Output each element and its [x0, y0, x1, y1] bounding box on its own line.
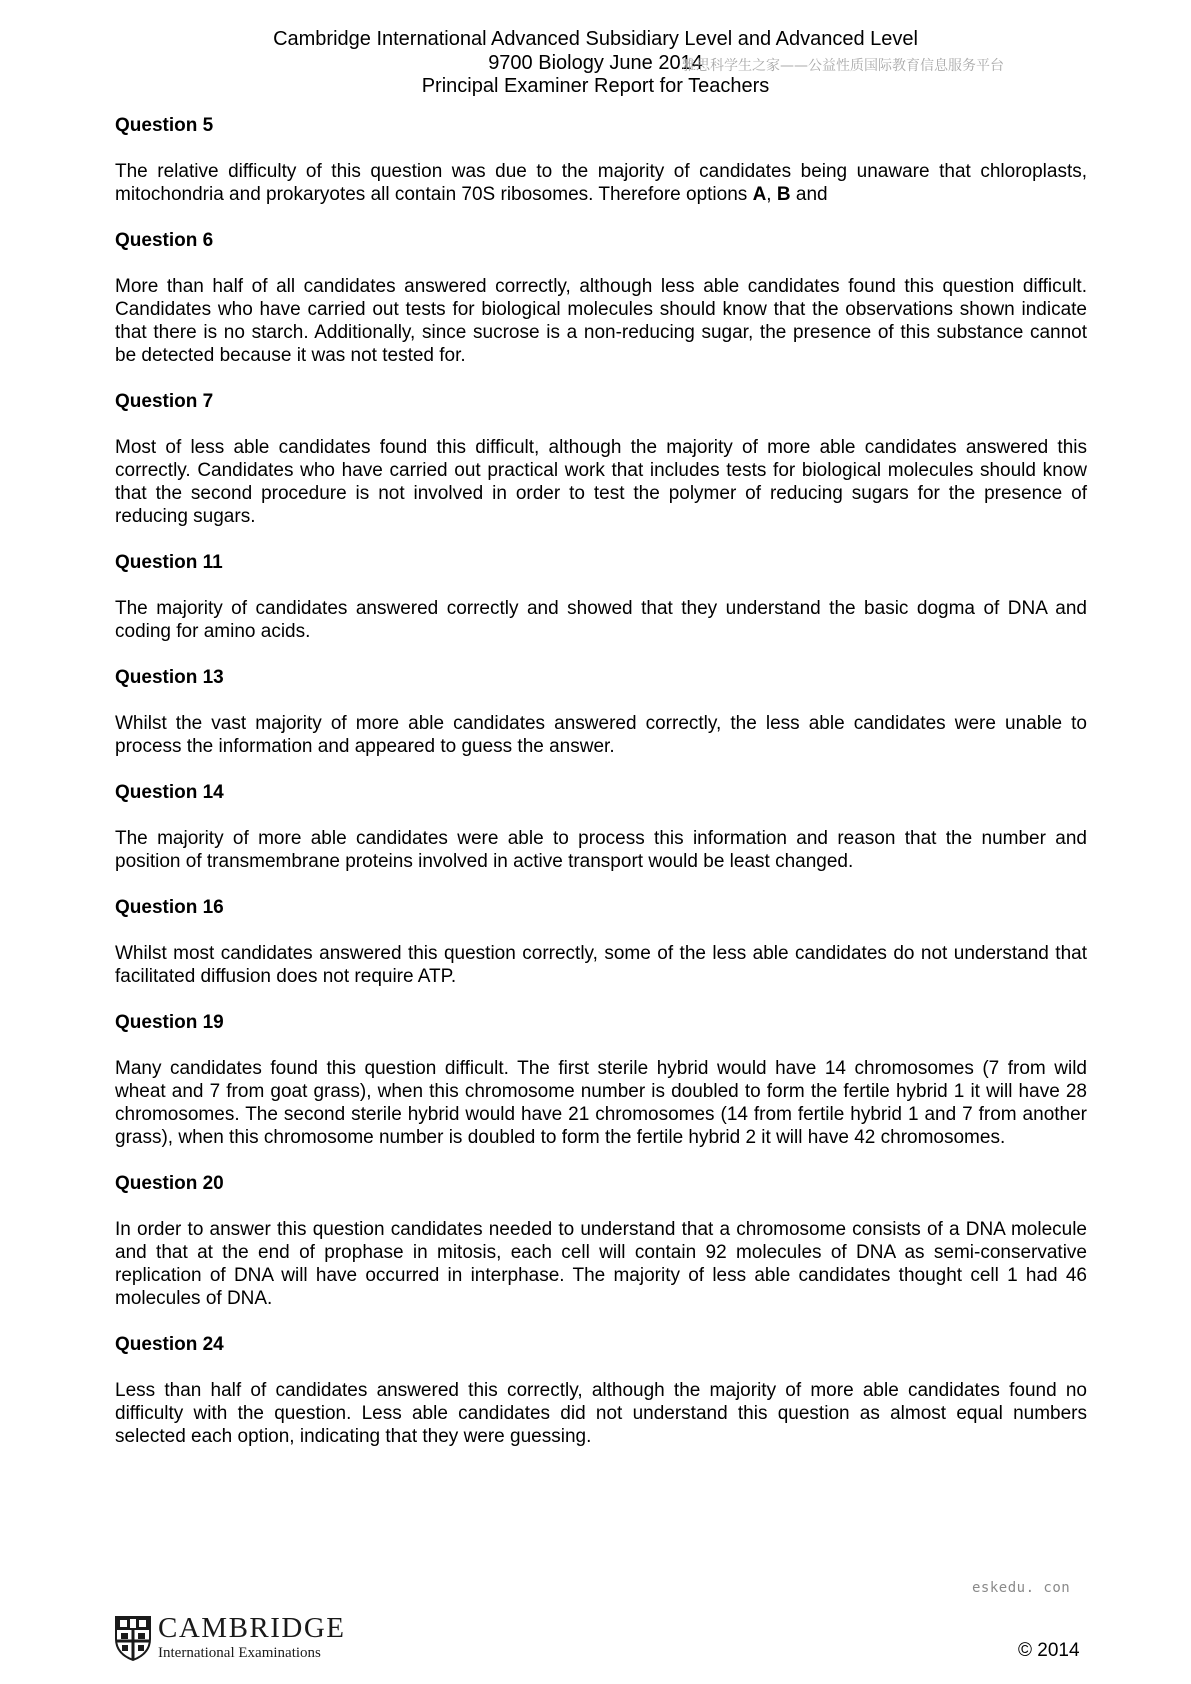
question-comment-tail: and [790, 184, 828, 205]
logo-wordmark: CAMBRIDGE [158, 1612, 346, 1644]
question-comment-text: The relative difficulty of this question was due to the majority of candidates being unaware that chloroplasts, mitochondria and prokaryotes all contain 70S ribosomes. Therefore options [115, 161, 1087, 205]
report-content [115, 114, 1087, 1471]
question-heading: Question 13 [115, 667, 224, 688]
question-heading: Question 24 [115, 1334, 224, 1355]
cambridge-logo [114, 1614, 346, 1661]
question-section [115, 666, 1087, 758]
question-section [115, 1172, 1087, 1310]
copyright-notice: © 2014 [1018, 1640, 1080, 1661]
header-subject: 9700 Biology June 2014 [488, 51, 703, 74]
question-comment: More than half of all candidates answered correctly, although less able candidates found this question difficult. Candidates who have carried out tests for biological molecules should know that the observations shown indicate that there is no starch. Additionally, since sucrose is a non-reducing sugar, the presence of this substance cannot be detected because it was not tested for. [115, 276, 1087, 366]
question-section [115, 781, 1087, 873]
header-qualification: Cambridge International Advanced Subsidiary Level and Advanced Level [273, 28, 918, 50]
option-a-label: A [752, 184, 767, 205]
question-heading: Question 7 [115, 391, 214, 412]
option-b-label: B [776, 184, 791, 205]
separator-text: , [766, 184, 777, 205]
question-section [115, 229, 1087, 367]
question-section [115, 114, 1087, 206]
page-header [0, 28, 1191, 99]
question-section [115, 1333, 1087, 1448]
question-comment: In order to answer this question candidates needed to understand that a chromosome consists of a DNA molecule and that at the end of prophase in mitosis, each cell will contain 92 molecules of DNA as semi-conservative replication of DNA will have occurred in interphase. The majority of less able candidates thought cell 1 had 46 molecules of DNA. [115, 1219, 1087, 1309]
question-comment: The majority of candidates answered correctly and showed that they understand the basic dogma of DNA and coding for amino acids. [115, 598, 1087, 642]
question-comment: Whilst most candidates answered this question correctly, some of the less able candidates do not understand that facilitated diffusion does not require ATP. [115, 943, 1087, 987]
question-heading: Question 6 [115, 230, 214, 251]
question-heading: Question 5 [115, 115, 214, 136]
watermark-text: 雅思科学生之家——公益性质国际教育信息服务平台 [682, 58, 1004, 74]
header-report-title: Principal Examiner Report for Teachers [421, 75, 770, 97]
question-section [115, 896, 1087, 988]
question-comment: Most of less able candidates found this difficult, although the majority of more able candidates answered this correctly. Candidates who have carried out practical work that includes tests for biological molecules should know that the second procedure is not involved in order to test the polymer of reducing sugars for the presence of reducing sugars. [115, 437, 1087, 527]
question-comment: Many candidates found this question difficult. The first sterile hybrid would have 14 chromosomes (7 from wild wheat and 7 from goat grass), when this chromosome number is doubled to form the fertile hybrid 1 it will have 28 chromosomes. The second sterile hybrid would have 21 chromosomes (14 from fertile hybrid 1 and 7 from another grass), when this chromosome number is doubled to form the fertile hybrid 2 it will have 42 chromosomes. [115, 1058, 1087, 1148]
question-comment: Less than half of candidates answered this correctly, although the majority of more able candidates found no difficulty with the question. Less able candidates did not understand this question as almost equal numbers selected each option, indicating that they were guessing. [115, 1380, 1087, 1447]
logo-subtitle: International Examinations [158, 1645, 321, 1661]
question-section [115, 1011, 1087, 1149]
question-comment: The majority of more able candidates were able to process this information and reason that the number and position of transmembrane proteins involved in active transport would be least changed. [115, 828, 1087, 872]
question-section [115, 390, 1087, 528]
question-comment [115, 160, 1087, 206]
question-comment: Whilst the vast majority of more able candidates answered correctly, the less able candidates were unable to process the information and appeared to guess the answer. [115, 713, 1087, 757]
question-heading: Question 16 [115, 897, 224, 918]
crest-icon [114, 1615, 152, 1661]
question-section [115, 551, 1087, 643]
footer-site-text: eskedu. con [972, 1580, 1071, 1596]
question-heading: Question 19 [115, 1012, 224, 1033]
question-heading: Question 20 [115, 1173, 224, 1194]
question-heading: Question 11 [115, 552, 223, 573]
question-heading: Question 14 [115, 782, 224, 803]
